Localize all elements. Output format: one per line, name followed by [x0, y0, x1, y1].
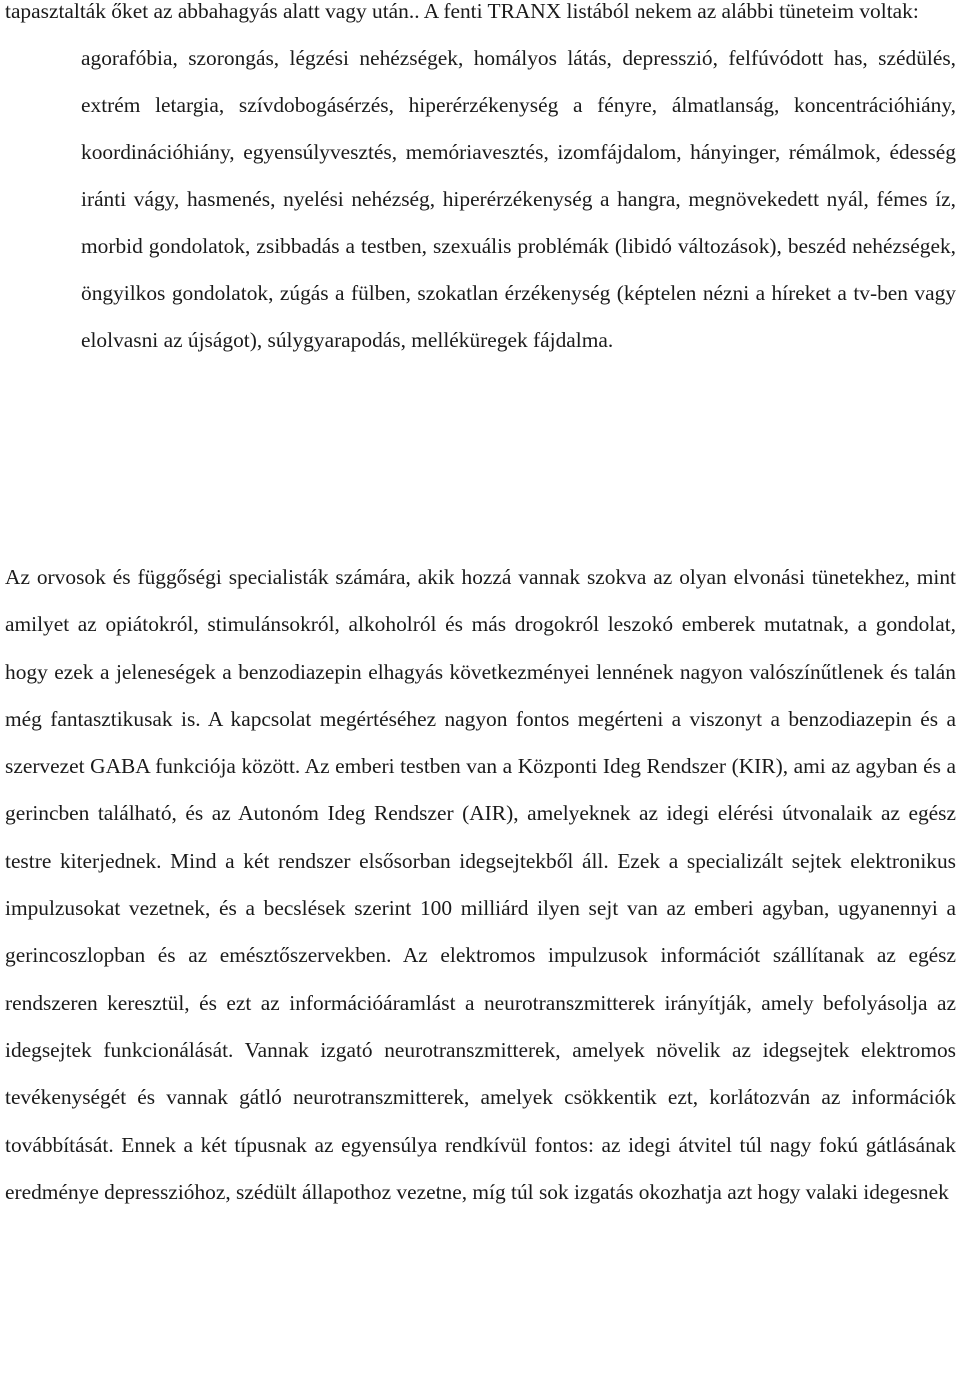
paragraph-benzodiazepine-gaba: Az orvosok és függőségi specialisták számára, akik hozzá vannak szokva az olyan elvonási tünetekhez, mint amilyet az opiátokról, stimulánsokról, alkoholról és más drogokról leszokó emberek mutatnak, a gondolat, hogy ezek a jeleneségek a benzodiazepin elhagyás következményei lennének nagyon valószínűtlenek és talán még fantasztikusak is. A kapcsolat megértéséhez nagyon fontos megérteni a viszonyt a benzodiazepin és a szervezet GABA funkciója között. Az emberi testben van a Központi Ideg Rendszer (KIR), ami az agyban és a gerincben található, és az Autonóm Ideg Rendszer (AIR), amelyeknek az idegi elérési útvonalaik az egész testre kiterjednek. Mind a két rendszer elsősorban idegsejtekből áll. Ezek a specializált sejtek elektronikus impulzusokat vezetnek, és a becslések szerint 100 milliárd ilyen sejt van az emberi agyban, ugyanennyi a gerincoszlopban és az emésztőszervekben. Az elektromos impulzusok információt szállítanak az egész rendszeren keresztül, és ezt az információáramlást a neurotranszmitterek irányítják, amely befolyásolja az idegsejtek funkcionálását. Vannak izgató neurotranszmitterek, amelyek növelik az idegsejtek elektromos tevékenységét és vannak gátló neurotranszmitterek, amelyek csökkentik ezt, korlátozván az információk továbbítását. Ennek a két típusnak az egyensúlya rendkívül fontos: az idegi átvitel túl nagy fokú gátlásának eredménye depresszióhoz, szédült állapothoz vezetne, míg túl sok izgatás okozhatja azt hogy valaki idegesnek — [5, 565, 956, 1204]
paragraph-symptoms — [5, 0, 956, 364]
paragraph-intro-text: tapasztalták őket az abbahagyás alatt vagy után.. A fenti TRANX listából nekem az alábbi tüneteim voltak: — [5, 0, 919, 23]
symptom-list-text: agorafóbia, szorongás, légzési nehézségek, homályos látás, depresszió, felfúvódott has, szédülés, extrém letargia, szívdobogásérzés, hiperérzékenység a fényre, álmatlanság, koncentrációhiány, koordinációhiány, egyensúlyvesztés, memóriavesztés, izomfájdalom, hányinger, rémálmok, édesség iránti vágy, hasmenés, nyelési nehézség, hiperérzékenység a hangra, megnövekedett nyál, fémes íz, morbid gondolatok, zsibbadás a testben, szexuális problémák (libidó változások), beszéd nehézségek, öngyilkos gondolatok, zúgás a fülben, szokatlan érzékenység (képtelen nézni a híreket a tv-ben vagy elolvasni az újságot), súlygyarapodás, melléküregek fájdalma. — [81, 46, 956, 352]
